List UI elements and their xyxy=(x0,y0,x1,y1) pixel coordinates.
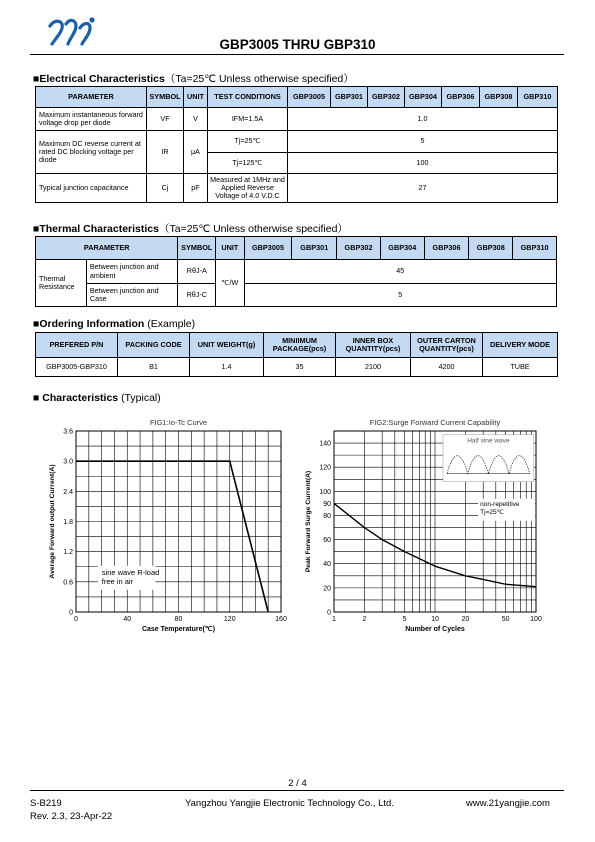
param-cell: Typical junction capacitance xyxy=(36,174,147,203)
y-tick-label: 90 xyxy=(323,500,331,508)
value-cell: 5 xyxy=(288,131,558,153)
y-tick-label: 100 xyxy=(319,488,331,496)
fig2-surge-current-chart xyxy=(296,412,558,637)
company-name: Yangzhou Yangjie Electronic Technology Co., Ltd. xyxy=(185,798,394,809)
ordering-suffix: (Example) xyxy=(147,318,196,330)
col-header: SYMBOL xyxy=(147,87,184,108)
col-header: GBP301 xyxy=(292,237,337,260)
x-axis-label: Number of Cycles xyxy=(405,626,465,633)
y-tick-label: 40 xyxy=(323,561,331,569)
param-cell: Maximum instantaneous forward voltage drop per diode xyxy=(36,108,147,131)
chart-title: FIG1:Io-Tc Curve xyxy=(149,418,208,427)
y-tick-label: 3.0 xyxy=(63,458,73,466)
website: www.21yangjie.com xyxy=(466,798,550,809)
footer-divider xyxy=(30,790,564,791)
fig1-io-tc-chart xyxy=(40,412,300,637)
document-title: GBP3005 THRU GBP310 xyxy=(219,37,376,52)
col-header: MINIIMUM PACKAGE(pcs) xyxy=(264,333,336,358)
symbol-cell: RθJ-A xyxy=(178,260,216,284)
electrical-heading: Electrical Characteristics xyxy=(39,73,165,85)
col-header: PACKING CODE xyxy=(118,333,190,358)
x-tick-label: 1 xyxy=(332,616,336,623)
col-header: PARAMETER xyxy=(36,237,178,260)
ordering-cell: B1 xyxy=(118,358,190,377)
col-header: GBP310 xyxy=(513,237,557,260)
unit-cell: pF xyxy=(184,174,208,203)
ordering-cell: GBP3005-GBP310 xyxy=(36,358,118,377)
chart-annotation: Tj=25℃ xyxy=(480,508,504,516)
col-header: GBP310 xyxy=(518,87,558,108)
x-tick-label: 80 xyxy=(174,616,183,623)
thermal-section-heading: ■Thermal Characteristics（Ta=25℃ Unless otherwise specified） xyxy=(33,223,348,235)
col-header: GBP304 xyxy=(380,237,424,260)
col-header: GBP304 xyxy=(405,87,442,108)
inset-annotation: Half sine wave xyxy=(467,437,510,445)
chart-annotation: sine wave R-load xyxy=(101,567,160,577)
condition-cell: Measured at 1MHz and Applied Reverse Voltage of 4.0 V.D.C xyxy=(208,174,288,203)
ordering-heading: Ordering Information xyxy=(39,318,145,330)
ordering-cell: TUBE xyxy=(483,358,558,377)
thermal-heading: Thermal Characteristics xyxy=(39,223,159,235)
value-cell: 27 xyxy=(288,174,558,203)
page-number: 2 / 4 xyxy=(288,778,307,789)
col-header: GBP308 xyxy=(469,237,513,260)
param-cell: Maximum DC reverse current at rated DC blocking voltage per diode xyxy=(36,131,147,174)
param-cell: Between junction and Case xyxy=(86,284,178,307)
x-axis-label: Case Temperature(℃) xyxy=(141,626,216,633)
chart-annotation: free in air xyxy=(101,576,134,586)
x-tick-label: 0 xyxy=(74,616,78,623)
col-header: DELIVERY MODE xyxy=(483,333,558,358)
col-header: TEST CONDITIONS xyxy=(208,87,288,108)
value-cell: 45 xyxy=(244,260,556,284)
col-header: GBP306 xyxy=(424,237,469,260)
value-cell: 5 xyxy=(244,284,556,307)
col-header: PARAMETER xyxy=(36,87,147,108)
x-tick-label: 2 xyxy=(362,616,367,623)
y-tick-label: 2.4 xyxy=(63,488,73,496)
col-header: GBP308 xyxy=(480,87,518,108)
col-header: GBP306 xyxy=(442,87,480,108)
col-header: UNIT xyxy=(184,87,208,108)
chart-title: FIG2:Surge Forward Current Capability xyxy=(369,418,501,427)
col-header: PREFERED P/N xyxy=(36,333,118,358)
y-tick-label: 1.8 xyxy=(63,519,73,526)
x-tick-label: 160 xyxy=(275,616,287,623)
characteristics-section-heading: ■ Characteristics (Typical) xyxy=(33,392,161,404)
x-tick-label: 50 xyxy=(501,616,510,623)
ordering-table xyxy=(35,332,558,377)
col-header: GBP302 xyxy=(337,237,381,260)
ordering-section-heading: ■Ordering Information (Example) xyxy=(33,318,196,330)
condition-cell: Tj=125℃ xyxy=(208,153,288,174)
col-header: GBP301 xyxy=(331,87,368,108)
col-header: INNER BOX QUANTITY(pcs) xyxy=(336,333,411,358)
condition-cell: IFM=1.5A xyxy=(208,108,288,131)
ordering-cell: 1.4 xyxy=(190,358,264,377)
col-header: OUTER CARTON QUANTITY(pcs) xyxy=(411,333,483,358)
y-tick-label: 20 xyxy=(323,585,331,593)
title-divider xyxy=(30,54,564,55)
y-tick-label: 120 xyxy=(319,464,331,472)
x-tick-label: 10 xyxy=(431,616,439,623)
unit-cell: μA xyxy=(184,131,208,174)
col-header: UNIT xyxy=(216,237,244,260)
y-tick-label: 0 xyxy=(69,609,73,617)
col-header: GBP3005 xyxy=(288,87,331,108)
value-cell: 1.0 xyxy=(288,108,558,131)
col-header: GBP302 xyxy=(368,87,405,108)
unit-cell: ℃/W xyxy=(216,260,244,307)
characteristics-heading: Characteristics xyxy=(42,392,119,404)
unit-cell: V xyxy=(184,108,208,131)
y-tick-label: 60 xyxy=(323,537,331,545)
thermal-table xyxy=(35,236,557,307)
y-tick-label: 3.6 xyxy=(63,428,73,436)
chart-annotation: non-repetitive xyxy=(480,500,520,508)
thermal-condition: （Ta=25℃ Unless otherwise specified） xyxy=(158,223,348,235)
symbol-cell: RθJ-C xyxy=(178,284,216,307)
thermal-group-label: Thermal Resistance xyxy=(36,260,87,307)
x-tick-label: 5 xyxy=(402,616,407,623)
x-tick-label: 20 xyxy=(461,616,470,623)
ordering-cell: 35 xyxy=(264,358,336,377)
revision: Rev. 2.3, 23-Apr-22 xyxy=(30,811,113,822)
doc-id: S-B219 xyxy=(30,798,62,809)
y-axis-label: Average Forward output Current(A) xyxy=(49,464,56,579)
y-tick-label: 80 xyxy=(323,512,331,520)
col-header: GBP3005 xyxy=(244,237,292,260)
ordering-cell: 2100 xyxy=(336,358,411,377)
ordering-cell: 4200 xyxy=(411,358,483,377)
x-tick-label: 100 xyxy=(530,616,542,623)
condition-cell: Tj=25℃ xyxy=(208,131,288,153)
symbol-cell: Cj xyxy=(147,174,184,203)
x-tick-label: 120 xyxy=(223,616,236,623)
param-cell: Between junction and ambient xyxy=(86,260,178,284)
y-tick-label: 0 xyxy=(327,609,331,617)
symbol-cell: VF xyxy=(147,108,184,131)
y-axis-label: Peak Forward Surge Current(A) xyxy=(305,470,312,573)
x-tick-label: 40 xyxy=(123,616,132,623)
col-header: UNIT WEIGHT(g) xyxy=(190,333,264,358)
col-header: SYMBOL xyxy=(178,237,216,260)
electrical-table xyxy=(35,86,558,203)
symbol-cell: IR xyxy=(147,131,184,174)
characteristics-suffix: (Typical) xyxy=(121,392,161,404)
y-tick-label: 1.2 xyxy=(63,549,73,557)
electrical-condition: （Ta=25℃ Unless otherwise specified） xyxy=(164,73,354,85)
value-cell: 100 xyxy=(288,153,558,174)
y-tick-label: 0.6 xyxy=(63,579,73,587)
electrical-section-heading: ■Electrical Characteristics（Ta=25℃ Unless otherwise specified） xyxy=(33,73,354,85)
y-tick-label: 140 xyxy=(319,440,331,448)
